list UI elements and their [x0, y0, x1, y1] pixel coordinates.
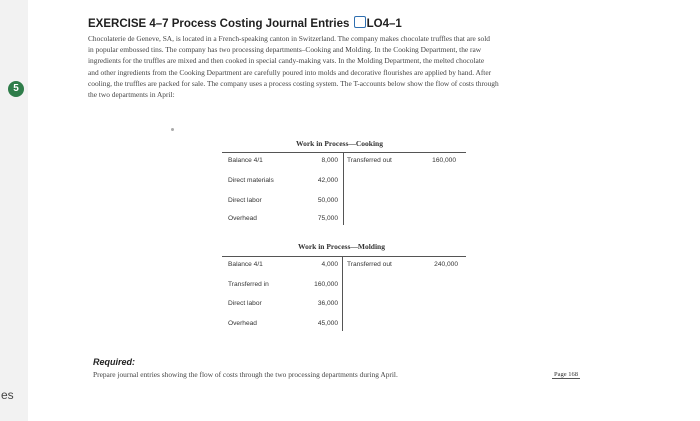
t-account-title: Work in Process—Molding — [298, 242, 385, 251]
stray-mark — [171, 128, 174, 131]
debit-label: Overhead — [228, 320, 257, 327]
credit-amount: 160,000 — [432, 157, 456, 164]
debit-label: Balance 4/1 — [228, 261, 263, 268]
left-sidebar-strip — [0, 0, 28, 421]
side-text-fragment: es — [1, 388, 14, 402]
intro-line: and other ingredients from the Cooking Department are carefully poured into molds and decorative flourishes are applied by hand. After — [88, 67, 492, 77]
required-heading: Required: — [93, 357, 136, 367]
debit-label: Direct labor — [228, 300, 262, 307]
debit-amount: 42,000 — [317, 177, 338, 184]
credit-amount: 240,000 — [434, 261, 458, 268]
question-number-badge[interactable]: 5 — [8, 81, 24, 97]
intro-line: in popular embossed tins. The company has two processing departments–Cooking and Molding. In the Cooking Department, the raw — [88, 45, 482, 55]
t-account-divider — [343, 152, 344, 225]
debit-amount: 4,000 — [321, 261, 338, 268]
page-reference-link[interactable]: Page 168 — [554, 371, 579, 378]
exercise-intro — [88, 33, 593, 100]
intro-line: Chocolaterie de Geneve, SA, is located in a French-speaking canton in Switzerland. The company makes chocolate truffles that are sold — [88, 34, 490, 43]
intro-line: cooling, the truffles are packed for sale. The company uses a process costing system. The T-accounts below show the flow of costs through — [88, 78, 499, 88]
debit-label: Overhead — [228, 215, 257, 222]
required-instructions: Prepare journal entries showing the flow of costs through the two processing departments during April. — [93, 370, 398, 379]
credit-label: Transferred out — [347, 261, 392, 268]
debit-amount: 50,000 — [317, 197, 338, 204]
t-account-top-rule — [222, 152, 466, 153]
t-account-divider — [342, 256, 343, 331]
debit-amount: 45,000 — [317, 320, 338, 327]
learning-objective-code: LO4–1 — [366, 18, 402, 30]
debit-amount: 8,000 — [321, 157, 338, 164]
intro-line: the two departments in April: — [88, 90, 175, 100]
debit-label: Direct materials — [228, 177, 274, 184]
credit-label: Transferred out — [347, 157, 392, 164]
debit-label: Transferred in — [228, 281, 269, 288]
debit-amount: 75,000 — [317, 215, 338, 222]
t-account-top-rule — [222, 256, 466, 257]
debit-label: Balance 4/1 — [228, 157, 263, 164]
t-account-title: Work in Process—Cooking — [296, 139, 383, 148]
intro-line: ingredients for the truffles are mixed and then cooked in special candy-making vats. In the Molding Department, the melted chocolate — [88, 56, 485, 66]
learning-objective-icon — [354, 16, 366, 28]
debit-amount: 36,000 — [317, 300, 338, 307]
debit-amount: 160,000 — [314, 281, 338, 288]
debit-label: Direct labor — [228, 197, 262, 204]
exercise-title-text: EXERCISE 4–7 Process Costing Journal Entries — [88, 18, 350, 30]
exercise-title — [88, 16, 402, 30]
